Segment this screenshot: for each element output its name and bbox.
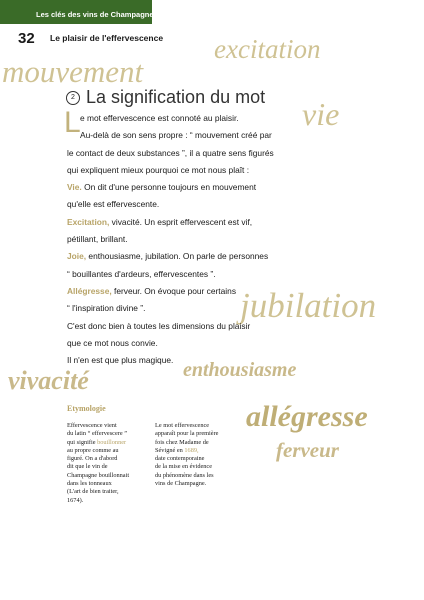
etymology-line: qui signifie bouillonner <box>67 438 127 446</box>
keyword-joie: Joie, <box>67 251 87 262</box>
etymology-line: du latin “ effervescere ” <box>67 430 128 438</box>
body-line: Au-delà de son sens propre : “ mouvement créé par <box>80 130 272 141</box>
etymology-line: fois chez Madame de <box>155 438 209 446</box>
decor-word-jubilation: jubilation <box>240 286 377 325</box>
keyword-allegresse: Allégresse, <box>67 285 112 296</box>
etymology-highlight: bouillonner <box>97 438 127 446</box>
etymology-line: date contemporaine <box>155 455 205 463</box>
section-title: La signification du mot <box>86 87 266 107</box>
section-heading <box>66 87 265 108</box>
decor-word-vivacite: vivacité <box>8 366 89 395</box>
etymology-line: du phénomène dans les <box>155 471 214 479</box>
decor-word-excitation: excitation <box>214 34 321 64</box>
etymology-line: Champagne bouillonnait <box>67 471 130 479</box>
chapter-title: Le plaisir de l'effervescence <box>50 33 164 43</box>
header-band-text: Les clés des vins de Champagne <box>36 10 154 19</box>
etymology-line: (L'art de bien traiter, <box>67 488 119 496</box>
body-line: e mot effervescence est connoté au plaisir. <box>80 113 239 123</box>
body-line: C'est donc bien à toutes les dimensions du plaisir <box>67 320 251 331</box>
etymology-line: Effervescence vient <box>67 422 117 429</box>
etymology-line: dans les tonneaux <box>67 480 112 488</box>
body-line: Il n'en est que plus magique. <box>67 355 174 366</box>
etymology-column-1 <box>67 422 147 505</box>
keyword-vie: Vie. <box>67 182 82 193</box>
section-number-badge: 2 <box>66 91 80 105</box>
body-line: qu'elle est effervescente. <box>67 199 160 210</box>
body-line-vie: Vie. On dit d'une personne toujours en mouvement <box>67 182 257 193</box>
body-line: le contact de deux substances ”, il a quatre sens figurés <box>67 147 274 158</box>
etymology-line: dit que le vin de <box>67 463 108 471</box>
header-band <box>0 0 152 24</box>
decor-word-vie: vie <box>302 96 340 132</box>
etymology-column-2 <box>155 422 235 488</box>
dropcap-letter: L <box>64 106 81 139</box>
etymology-line: figuré. On a d'abord <box>67 455 118 463</box>
keyword-excitation: Excitation, <box>67 216 110 227</box>
decor-word-enthousiasme: enthousiasme <box>183 359 297 381</box>
decor-word-mouvement: mouvement <box>2 54 144 89</box>
etymology-highlight: 1689, <box>184 446 199 454</box>
body-line: “ l'inspiration divine ”. <box>67 303 146 314</box>
etymology-line: Sévigné en 1689, <box>155 446 199 454</box>
etymology-line: au propre comme au <box>67 446 119 454</box>
body-line-excitation: Excitation, vivacité. Un esprit effervescent est vif, <box>67 216 253 227</box>
body-line-allegresse: Allégresse, ferveur. On évoque pour certains <box>67 285 237 296</box>
body-line: qui expliquent mieux pourquoi ce mot nous plaît : <box>67 164 250 175</box>
body-line: “ bouillantes d'ardeurs, effervescentes ”. <box>67 268 216 279</box>
decor-word-allegresse: allégresse <box>246 400 368 433</box>
page-number: 32 <box>18 30 35 47</box>
etymology-line: de la mise en évidence <box>155 463 212 471</box>
body-line: que ce mot nous convie. <box>67 337 158 348</box>
etymology-line: 1674). <box>67 496 84 504</box>
body-line: pétillant, brillant. <box>67 234 128 245</box>
etymology-line: apparaît pour la première <box>155 430 219 438</box>
body-text <box>67 110 317 369</box>
etymology-title: Etymologie <box>67 404 106 413</box>
etymology-line: vins de Champagne. <box>155 480 207 488</box>
etymology-line: Le mot effervescence <box>155 422 210 429</box>
decor-word-ferveur: ferveur <box>276 438 339 462</box>
body-line-joie: Joie, enthousiasme, jubilation. On parle de personnes <box>67 251 269 262</box>
